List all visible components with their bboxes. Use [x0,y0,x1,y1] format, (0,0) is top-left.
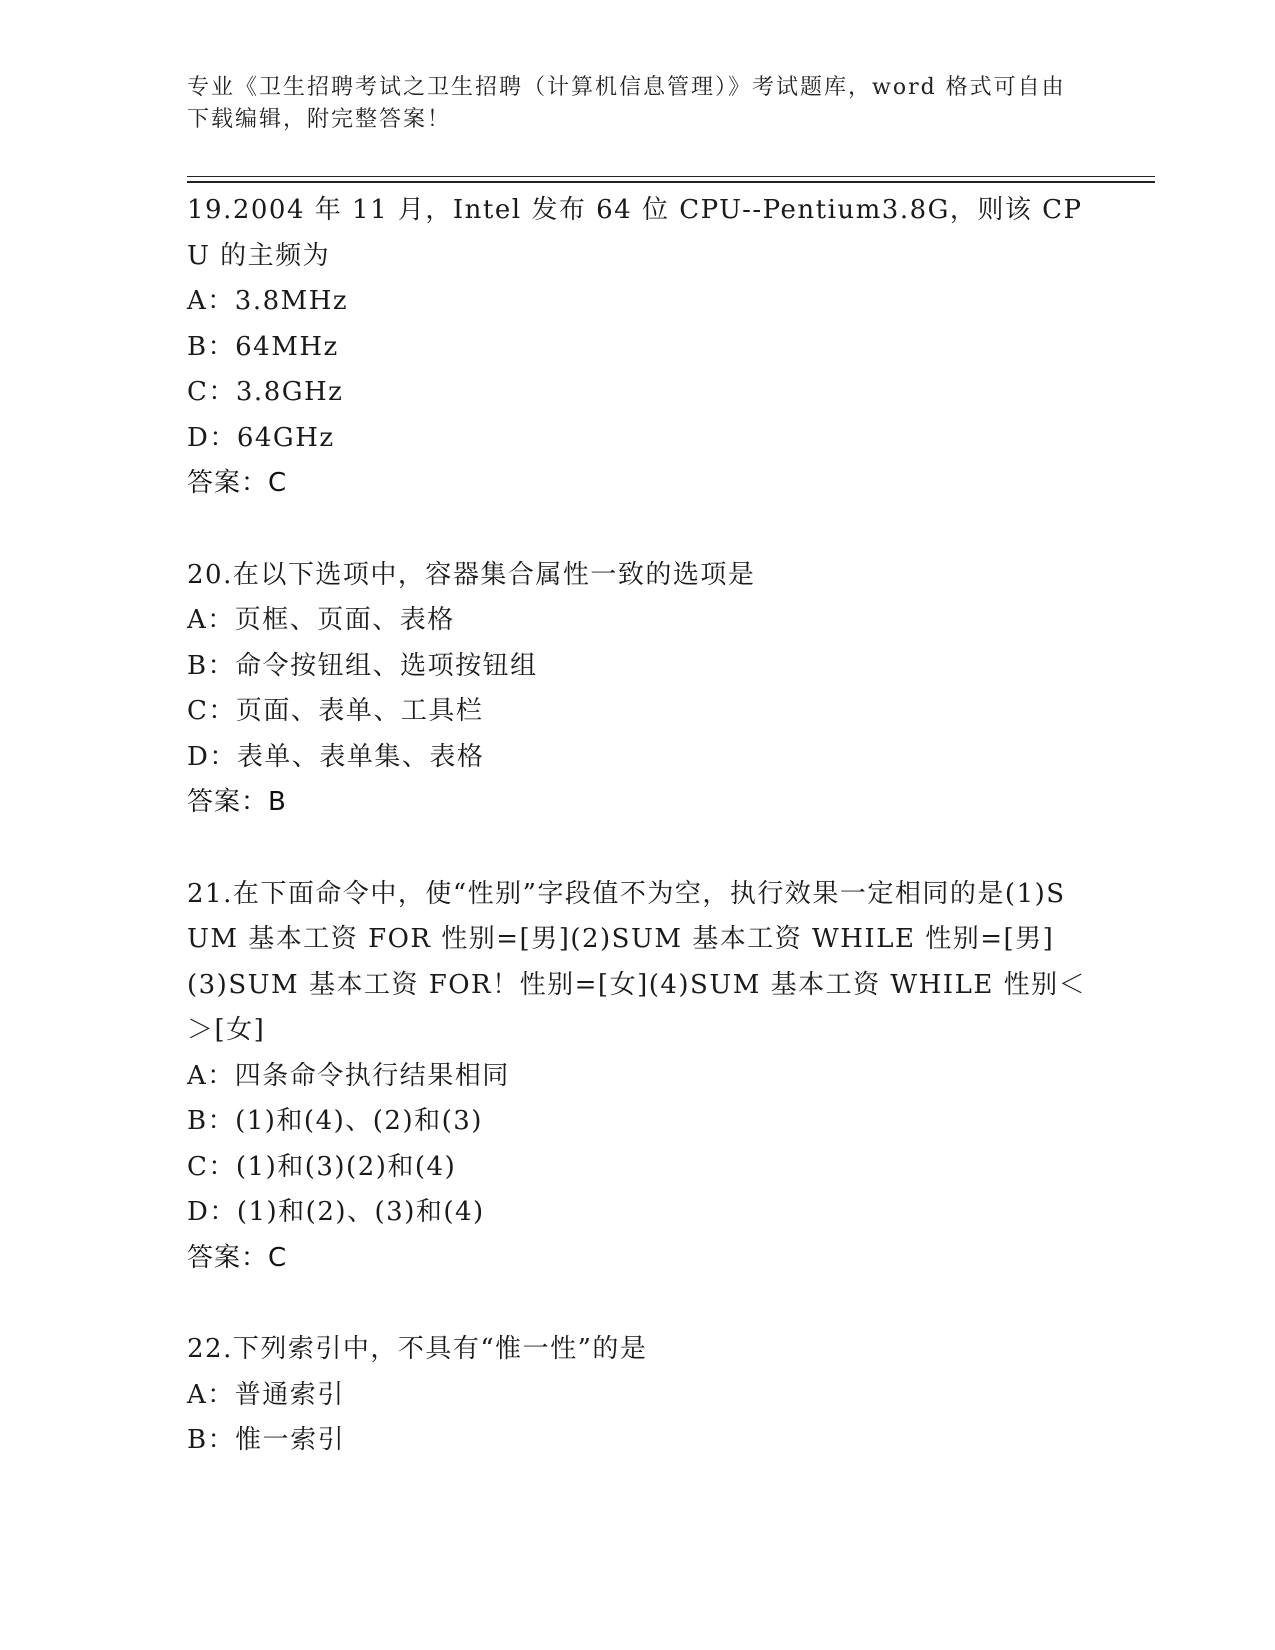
question-text: 22.下列索引中，不具有“惟一性”的是 [187,1334,648,1364]
option-c: C：3.8GHz [187,377,344,407]
answer-line: 答案：B [187,787,287,817]
option-a: A：页框、页面、表格 [187,605,455,635]
question-20 [187,553,1087,826]
answer-line: 答案：C [187,468,288,498]
option-a: A：四条命令执行结果相同 [187,1060,510,1091]
answer-line: 答案：C [187,1242,288,1273]
option-b: B：64MHz [187,331,339,362]
option-d: D：64GHz [187,422,335,453]
option-d: D：表单、表单集、表格 [187,741,485,772]
header-divider-thick [187,181,1155,183]
question-list [187,188,1087,1510]
question-19 [187,188,1087,507]
option-d: D：(1)和(2)、(3)和(4) [187,1197,485,1227]
option-b: B：命令按钮组、选项按钮组 [187,650,538,681]
option-b: B：(1)和(4)、(2)和(3) [187,1106,483,1136]
option-b: B：惟一索引 [187,1425,346,1455]
question-21 [187,872,1087,1282]
question-text: 21.在下面命令中，使“性别”字段值不为空，执行效果一定相同的是(1)SUM 基本工资 FOR 性别=[男](2)SUM 基本工资 WHILE 性别=[男](3)SUM 基本工资 FOR！性别=[女](4)SUM 基本工资 WHILE 性别＜＞[女] [187,878,1087,1045]
question-22 [187,1327,1087,1464]
question-text: 20.在以下选项中，容器集合属性一致的选项是 [187,559,756,590]
option-a: A：普通索引 [187,1379,345,1410]
document-header: 专业《卫生招聘考试之卫生招聘（计算机信息管理）》考试题库，word 格式可自由下载编辑，附完整答案！ [187,75,1066,132]
option-a: A：3.8MHz [187,286,349,316]
question-text: 19.2004 年 11 月，Intel 发布 64 位 CPU--Pentium3.8G，则该 CPU 的主频为 [187,195,1083,271]
header-divider-thin [187,176,1155,177]
option-c: C：页面、表单、工具栏 [187,696,484,726]
option-c: C：(1)和(3)(2)和(4) [187,1151,457,1182]
